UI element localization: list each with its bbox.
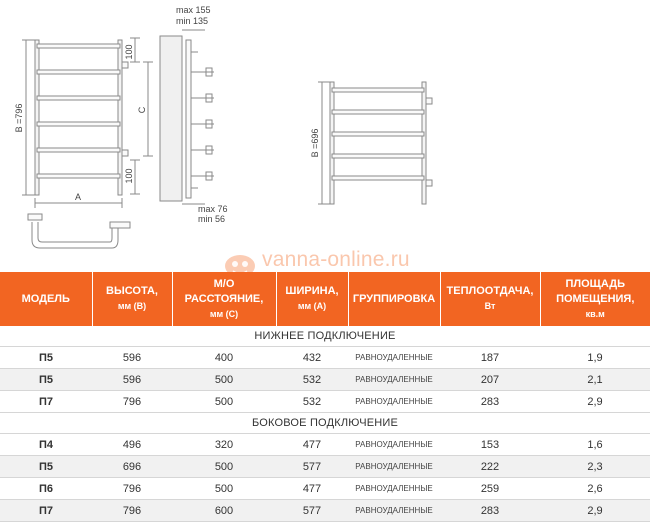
side-view-drawing: [160, 30, 214, 204]
column-header-label: ПЛОЩАДЬ ПОМЕЩЕНИЯ,: [556, 277, 635, 305]
height-cell: 596: [92, 369, 172, 391]
table-row: [0, 369, 650, 391]
heat-output-cell: 207: [440, 369, 540, 391]
column-header: [172, 272, 276, 326]
heat-output-cell: 187: [440, 347, 540, 369]
table-header: [0, 272, 650, 326]
specs-table: [0, 272, 650, 522]
height-cell: 596: [92, 347, 172, 369]
distance-cell: 500: [172, 391, 276, 413]
grouping-cell: РАВНОУДАЛЕННЫЕ: [348, 500, 440, 522]
column-header: [276, 272, 348, 326]
width-cell: 532: [276, 369, 348, 391]
heat-output-cell: 283: [440, 500, 540, 522]
section-row: [0, 326, 650, 347]
table-row: [0, 456, 650, 478]
height-cell: 696: [92, 456, 172, 478]
column-header-label: М/О РАССТОЯНИЕ,: [184, 277, 264, 305]
side-max-top: max 155: [176, 5, 211, 15]
width-cell: 577: [276, 456, 348, 478]
grouping-cell: РАВНОУДАЛЕННЫЕ: [348, 456, 440, 478]
front-view-drawing: [22, 38, 153, 248]
column-header: [0, 272, 92, 326]
heat-output-cell: 153: [440, 434, 540, 456]
section-title: БОКОВОЕ ПОДКЛЮЧЕНИЕ: [0, 413, 650, 434]
distance-cell: 600: [172, 500, 276, 522]
distance-cell: 500: [172, 456, 276, 478]
width-cell: 477: [276, 434, 348, 456]
grouping-cell: РАВНОУДАЛЕННЫЕ: [348, 347, 440, 369]
column-header-label: ТЕПЛООТДАЧА,: [446, 285, 534, 297]
model-cell: П7: [0, 500, 92, 522]
area-cell: 2,6: [540, 478, 650, 500]
section-title: НИЖНЕЕ ПОДКЛЮЧЕНИЕ: [0, 326, 650, 347]
model-cell: П5: [0, 347, 92, 369]
column-header: [440, 272, 540, 326]
front-dim-bottom: 100: [124, 168, 134, 184]
grouping-cell: РАВНОУДАЛЕННЫЕ: [348, 434, 440, 456]
front-dim-width: A: [74, 192, 82, 202]
model-cell: П6: [0, 478, 92, 500]
section-row: [0, 413, 650, 434]
grouping-cell: РАВНОУДАЛЕННЫЕ: [348, 369, 440, 391]
model-cell: П4: [0, 434, 92, 456]
small-front-view-drawing: [318, 82, 432, 204]
small-dim-height: B =696: [310, 128, 320, 158]
height-cell: 796: [92, 478, 172, 500]
table-row: [0, 434, 650, 456]
area-cell: 1,9: [540, 347, 650, 369]
width-cell: 577: [276, 500, 348, 522]
column-header: [540, 272, 650, 326]
grouping-cell: РАВНОУДАЛЕННЫЕ: [348, 391, 440, 413]
heat-output-cell: 283: [440, 391, 540, 413]
height-cell: 796: [92, 500, 172, 522]
column-header: [348, 272, 440, 326]
column-header-label: МОДЕЛЬ: [21, 292, 70, 305]
grouping-cell: РАВНОУДАЛЕННЫЕ: [348, 478, 440, 500]
column-header-unit: мм (В): [117, 301, 147, 311]
distance-cell: 500: [172, 369, 276, 391]
area-cell: 1,6: [540, 434, 650, 456]
width-cell: 477: [276, 478, 348, 500]
height-cell: 496: [92, 434, 172, 456]
front-dim-height: B =796: [14, 103, 24, 133]
side-min-top: min 135: [176, 16, 209, 26]
table-row: [0, 391, 650, 413]
table-row: [0, 478, 650, 500]
side-min-bottom: min 56: [198, 214, 226, 224]
table-body: [0, 326, 650, 522]
area-cell: 2,3: [540, 456, 650, 478]
heat-output-cell: 259: [440, 478, 540, 500]
model-cell: П5: [0, 369, 92, 391]
column-header-unit: Вт: [484, 301, 496, 311]
height-cell: 796: [92, 391, 172, 413]
side-max-bottom: max 76: [198, 204, 228, 214]
width-cell: 532: [276, 391, 348, 413]
table-row: [0, 347, 650, 369]
front-dim-top: 100: [124, 44, 134, 60]
distance-cell: 500: [172, 478, 276, 500]
area-cell: 2,9: [540, 500, 650, 522]
column-header-unit: кв.м: [585, 308, 605, 319]
front-dim-connection: C: [137, 106, 147, 114]
area-cell: 2,1: [540, 369, 650, 391]
model-cell: П7: [0, 391, 92, 413]
table-row: [0, 500, 650, 522]
distance-cell: 320: [172, 434, 276, 456]
column-header-label: ГРУППИРОВКА: [352, 292, 436, 305]
column-header-unit: мм (С): [209, 308, 239, 319]
width-cell: 432: [276, 347, 348, 369]
distance-cell: 400: [172, 347, 276, 369]
column-header-label: ВЫСОТА,: [106, 285, 158, 297]
watermark-text: vanna-online.ru: [262, 248, 410, 271]
area-cell: 2,9: [540, 391, 650, 413]
column-header-label: ШИРИНА,: [285, 285, 339, 297]
model-cell: П5: [0, 456, 92, 478]
column-header-unit: мм (А): [297, 301, 327, 311]
column-header: [92, 272, 172, 326]
heat-output-cell: 222: [440, 456, 540, 478]
